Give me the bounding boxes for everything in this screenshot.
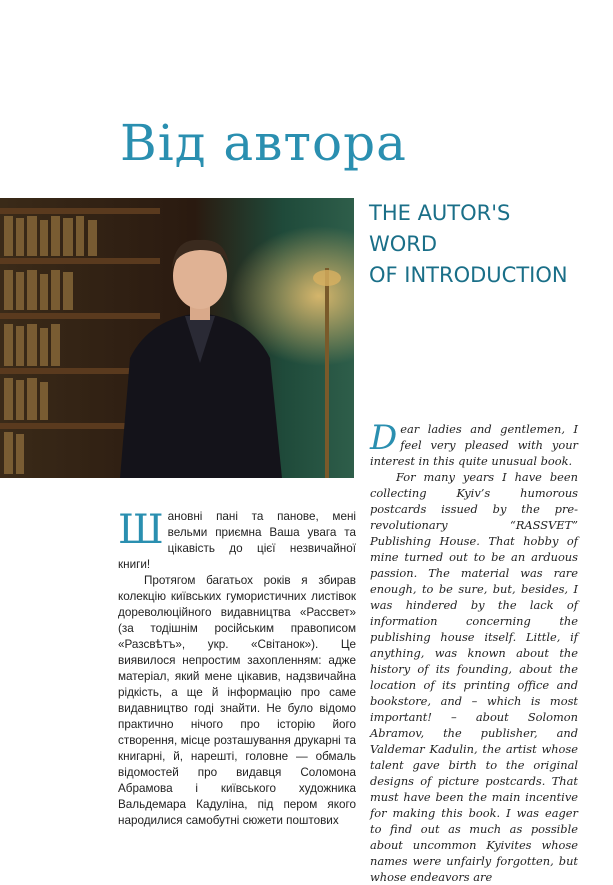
english-heading: [369, 198, 568, 291]
english-paragraph: [370, 418, 578, 469]
english-paragraph: For many years I have been collecting Kyiv’s humorous postcards issued by the pre-revolutionary “RASSVET” Publishing House. That hobby of mine turned out to be an arduous passion. The material was rare enough, to be sure, but, besides, I was hindered by the lack of information concerning the publishing house itself. Little, if anything, was known about the history of its founding, about the location of its printing office and bookstore, and – which is most important! – about Solomon Abramov, the publisher, and Valdemar Kadulin, the artist whose talent gave birth to the original designs of picture postcards. That must have been the main incentive for making this book. I was eager to find out as much as possible about uncommon Kyivites whose names were unfairly forgotten, but whose endeavors are: [370, 470, 578, 884]
page-title: Від автора: [120, 114, 407, 172]
author-photo: [0, 198, 354, 478]
ukrainian-paragraph-text: ановні пані та панове, мені вельми приємна Ваша увага та цікавість до цієї незвичайної книги!: [118, 510, 356, 571]
english-text-column: [370, 418, 578, 885]
ukrainian-paragraph: [118, 509, 356, 573]
english-heading-line: THE AUTOR'S: [369, 201, 511, 225]
ukrainian-text-column: [118, 509, 356, 829]
english-heading-line: WORD: [369, 232, 438, 256]
ukrainian-paragraph: Протягом багатьох років я збирав колекцію київських гумористичних листівок дореволюційного видавництва «Рассвет» (за тодішнім російським правописом «Разсвѣтъ», укр. «Світанок»). Це виявилося непростим захопленням: адже матеріал, який мене цікавив, надзвичайна рідкість, а ще й інформацію про саме видавництво годі знайти. Не було відомо практично нічого про історію його створення, місце розташування друкарні та книгарні, й, нарешті, головне — обмаль відомостей про видавця Соломона Абрамова і київського художника Вальдемара Кадуліна, під пером якого народилися самобутні сюжети поштових: [118, 574, 356, 827]
english-dropcap: D: [370, 418, 398, 458]
english-paragraph-text: ear ladies and gentlemen, I feel very pleased with your interest in this quite unusual book.: [370, 422, 578, 468]
ukrainian-dropcap: Ш: [118, 507, 164, 553]
english-heading-line: OF INTRODUCTION: [369, 263, 568, 287]
